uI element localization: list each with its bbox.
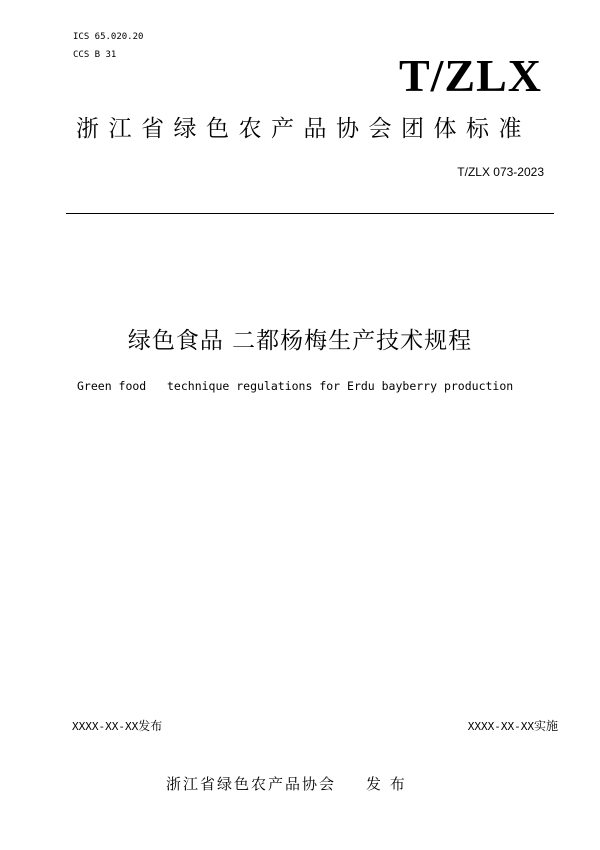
document-title-english <box>77 378 513 394</box>
implement-label: 实施 <box>533 719 558 733</box>
issue-date: XXXX-XX-XX <box>72 720 139 733</box>
document-number: T/ZLX 073-2023 <box>457 165 544 179</box>
organization-standard-title: 浙江省绿色农产品协会团体标准 <box>76 116 531 142</box>
classification-codes <box>73 28 143 64</box>
publisher-line <box>166 774 407 794</box>
publish-label: 发 布 <box>366 775 407 793</box>
ccs-code: CCS B 31 <box>73 50 117 60</box>
publisher-name: 浙江省绿色农产品协会 <box>166 775 337 793</box>
standard-brand: T/ZLX <box>398 50 542 101</box>
implement-date: XXXX-XX-XX <box>467 720 534 733</box>
issue-date-line <box>72 718 162 735</box>
ics-code: ICS 65.020.20 <box>73 32 144 42</box>
english-title-text: Green food technique regulations for Erdu bayberry production <box>77 379 514 393</box>
issue-label: 发布 <box>138 719 163 733</box>
implement-date-line <box>468 718 558 735</box>
header-divider <box>66 213 554 214</box>
document-title-chinese: 绿色食品 二都杨梅生产技术规程 <box>127 328 473 354</box>
